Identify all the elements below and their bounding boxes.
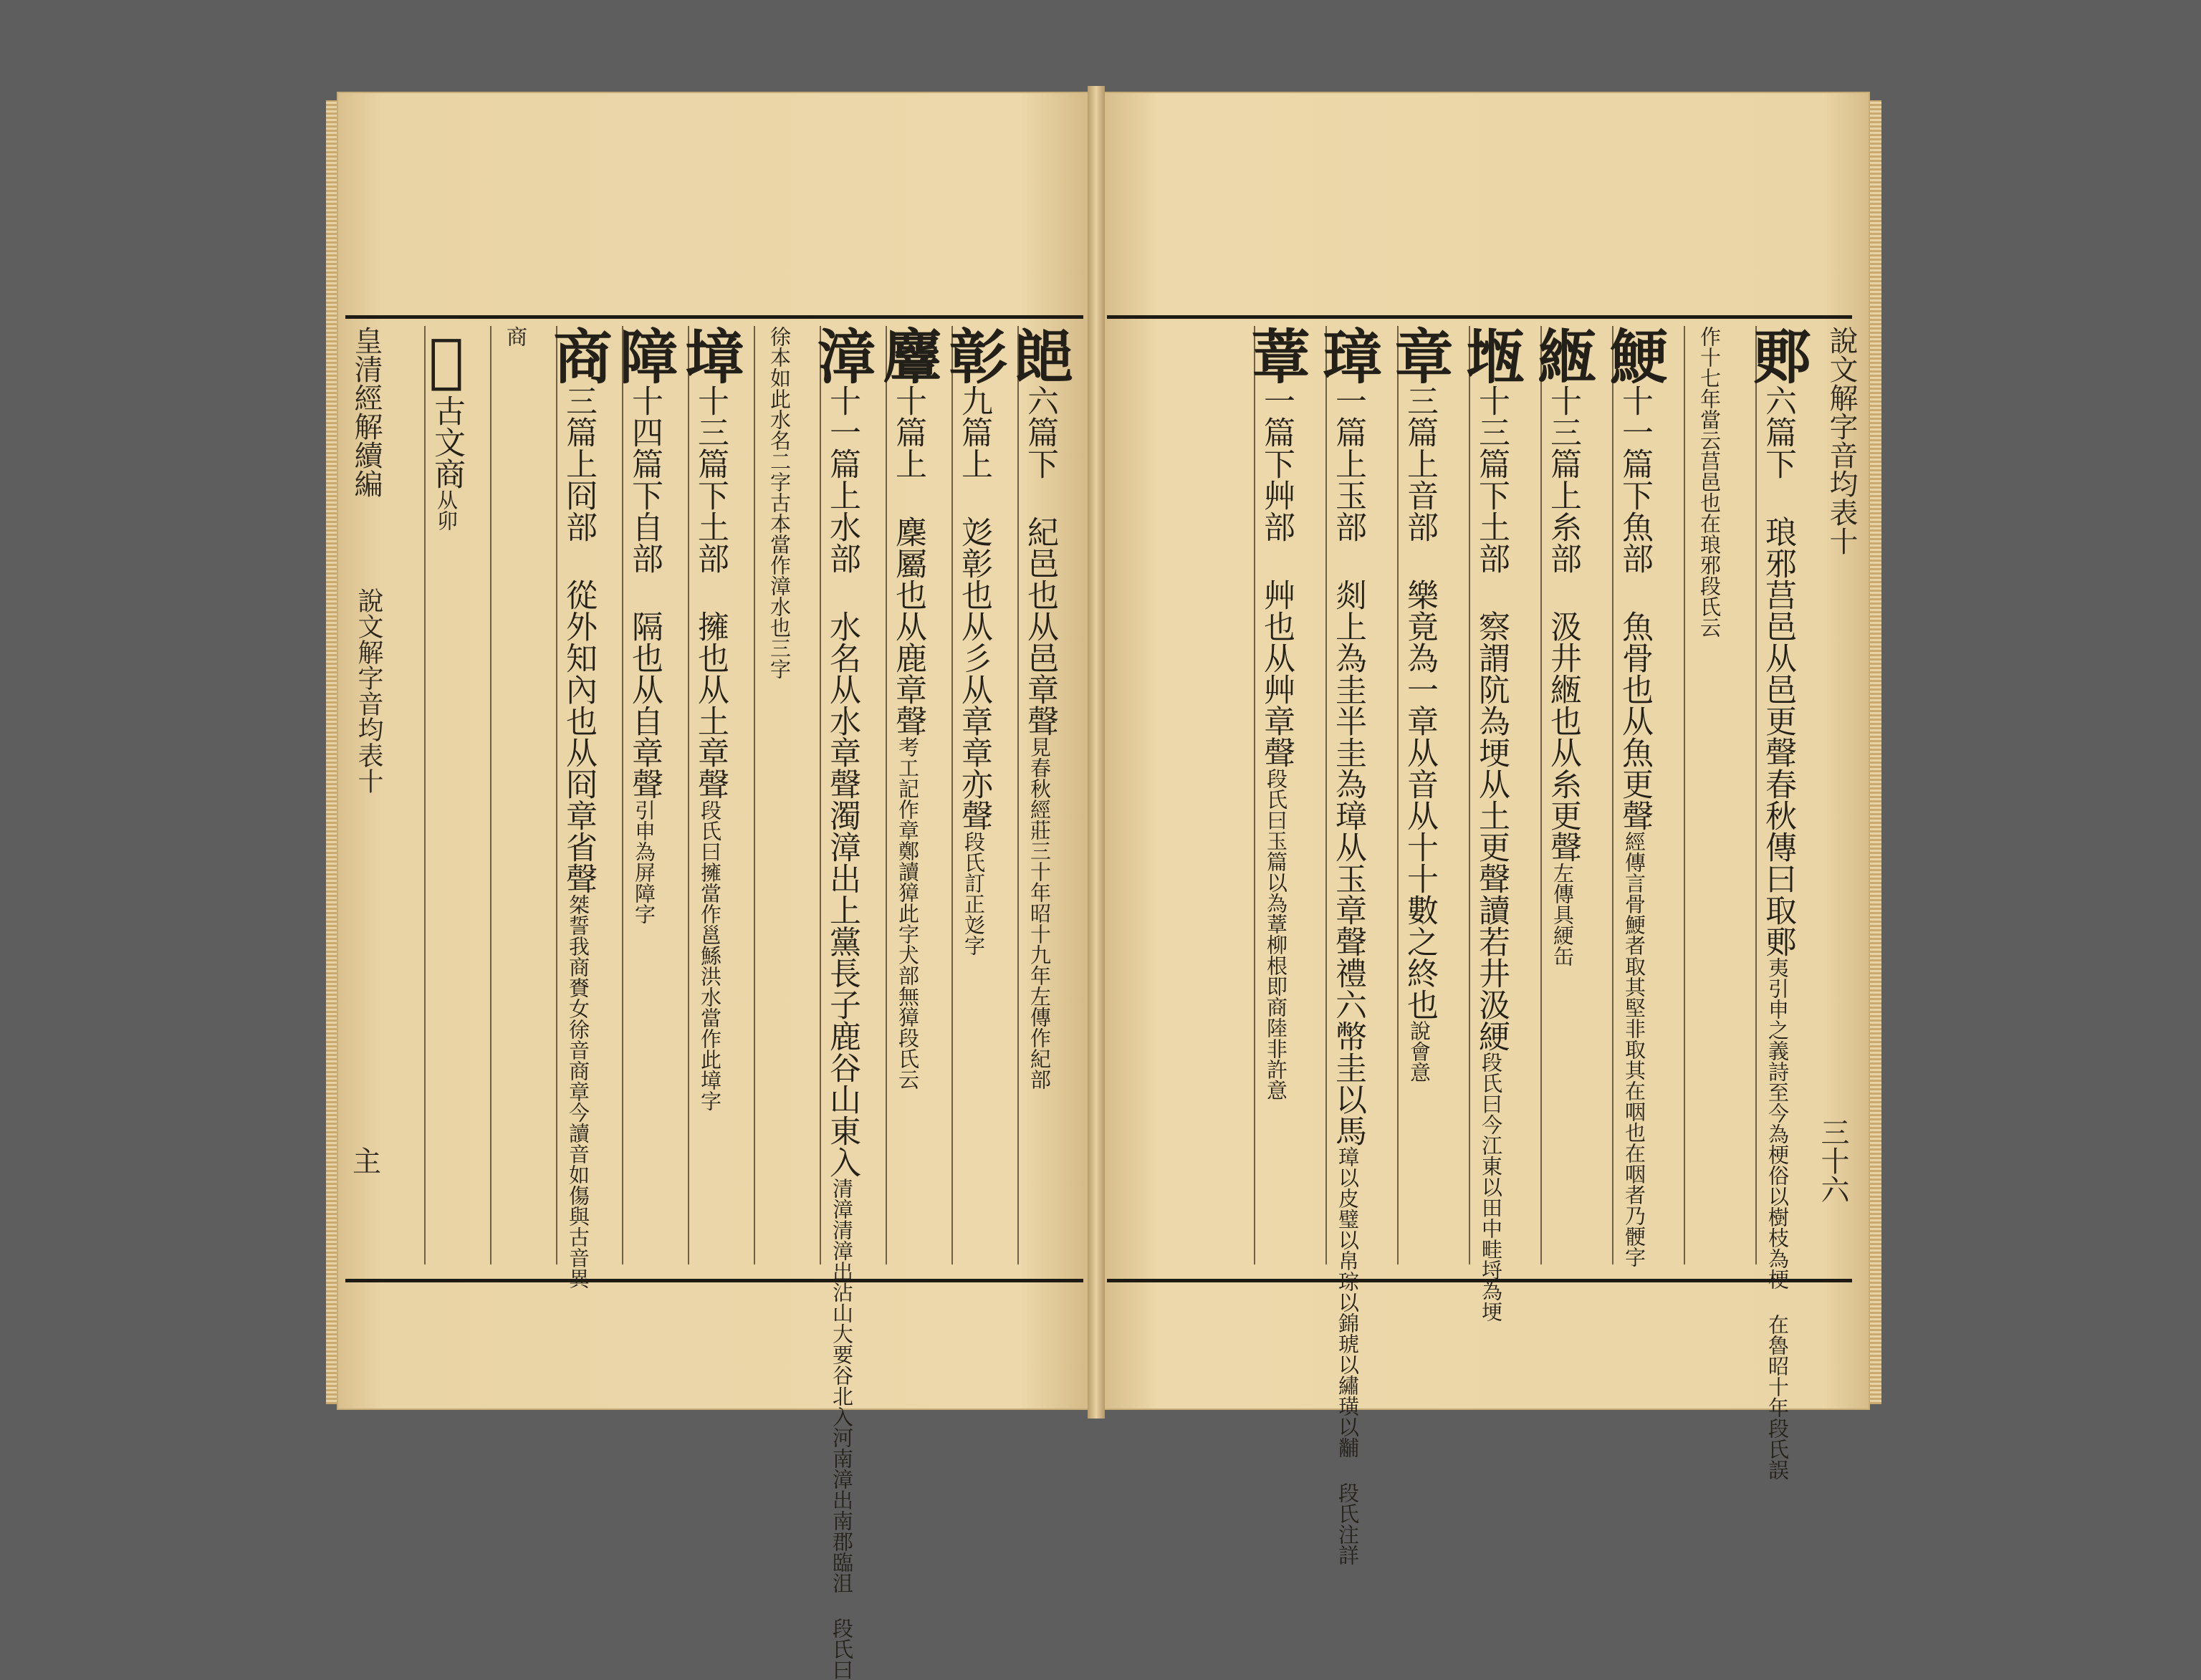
text-column — [1600, 326, 1669, 1267]
headword: 障 — [610, 326, 678, 385]
right-page-edge — [1869, 100, 1881, 1404]
commentary-note: 桀誓我商賚女徐音商章今讀音如傷與古音異 — [566, 894, 590, 1289]
text-column — [1005, 326, 1074, 1264]
headword: 章 — [1385, 326, 1454, 385]
headword: 蔁 — [1242, 326, 1310, 385]
definition-text: 六篇下 紀邑也从邑章聲 — [1022, 385, 1058, 736]
definition-text: 十四篇下自部 隔也从自章聲 — [626, 385, 663, 800]
headword: 商 — [544, 326, 613, 385]
commentary-note: 引申為屏障字 — [632, 800, 656, 924]
left-margin-title: 皇清經解續編 — [350, 326, 383, 498]
commentary-note: 左傳具綆缶 — [1550, 863, 1575, 966]
definition-text: 六篇下 琅邪莒邑从邑更聲春秋傳曰取郠 — [1760, 385, 1796, 957]
headword: 郠 — [1743, 326, 1812, 385]
headword: 鯁 — [1600, 326, 1669, 385]
headword: 堩 — [1457, 326, 1525, 385]
commentary-note: 徐本如此水名二字古本當作漳水也三字 — [767, 326, 792, 679]
right-margin-title: 說文解字音均表十 — [1825, 326, 1858, 555]
text-column — [939, 326, 1008, 1264]
commentary-note: 清漳清漳出沾山大要谷北入河南漳出南郡臨沮 段氏曰 — [830, 1178, 854, 1680]
headword: 麞 — [873, 326, 942, 385]
definition-text: 十一篇上水部 水名从水章聲濁漳出上黨長子鹿谷山東入 — [824, 385, 860, 1178]
commentary-note: 璋以皮璧以帛琮以錦琥以繡璜以黼 段氏注詳 — [1336, 1146, 1360, 1565]
left-page-number: 主 — [353, 1146, 381, 1179]
definition-text: 十一篇下魚部 魚骨也从魚更聲 — [1616, 385, 1653, 831]
text-column — [1242, 326, 1310, 1264]
text-column — [544, 326, 613, 1289]
headword: 墇 — [676, 326, 744, 385]
definition-text: 一篇上玉部 剡上為圭半圭為璋从玉章聲禮六幣圭以馬 — [1330, 385, 1366, 1146]
text-column — [1313, 326, 1382, 1565]
commentary-note: 段氏曰玉篇以為蔁柳根即商陸非許意 — [1264, 768, 1288, 1100]
commentary-note: 段氏曰擁當作邕鯀洪水當作此墇字 — [698, 800, 722, 1111]
commentary-note: 說會意 — [1407, 1020, 1432, 1083]
definition-text: 十三篇下土部 察謂阬為埂从土更聲讀若井汲綆 — [1473, 385, 1510, 1052]
commentary-note: 見春秋經莊三十年昭十九年左傳作紀部 — [1027, 736, 1052, 1090]
commentary-note: 考工記作章鄭讀獐此字犬部無獐段氏云 — [896, 736, 920, 1090]
text-column — [1385, 326, 1454, 1264]
left-section-title: 說文解字音均表十 — [354, 587, 383, 794]
headword: 彰 — [939, 326, 1008, 385]
commentary-note: 作十七年當云莒邑也在琅邪段氏云 — [1697, 326, 1722, 638]
text-column — [1743, 326, 1812, 1480]
headword: 漳 — [807, 326, 876, 385]
definition-text: 古文商 — [428, 395, 465, 489]
definition-text: 十三篇上糸部 汲井緪也从糸更聲 — [1545, 385, 1581, 863]
definition-text: 十篇上 麇屬也从鹿章聲 — [890, 385, 926, 736]
headword: 𠅿 — [412, 326, 481, 395]
headword: 郒 — [1005, 326, 1074, 385]
text-column — [1457, 326, 1525, 1322]
text-column — [1528, 326, 1597, 1264]
text-column — [610, 326, 678, 1264]
commentary-note: 段氏曰今江東以田中畦埒為埂 — [1479, 1052, 1503, 1322]
book-spine — [1088, 86, 1105, 1419]
text-column — [490, 326, 540, 1264]
headword: 璋 — [1313, 326, 1382, 385]
text-column — [754, 326, 804, 1264]
commentary-note: 經傳言骨鯁者取其堅非取其在咽也在咽者乃骾字 — [1622, 831, 1646, 1267]
text-column — [676, 326, 744, 1264]
definition-text: 三篇上音部 樂竟為一章从音从十十數之終也 — [1401, 385, 1438, 1020]
commentary-note: 段氏訂正彣字 — [962, 831, 986, 956]
commentary-note: 商 — [504, 326, 528, 347]
definition-text: 三篇上冏部 從外知內也从冏章省聲 — [560, 385, 597, 894]
text-column — [807, 326, 876, 1680]
text-column — [1684, 326, 1734, 1264]
headword: 緪 — [1528, 326, 1597, 385]
commentary-note: 夷引申之義詩至今為梗俗以樹枝為梗 在魯昭十年段氏誤 — [1765, 957, 1790, 1480]
definition-text: 十三篇下土部 擁也从土章聲 — [692, 385, 729, 800]
definition-text: 一篇下艸部 艸也从艸章聲 — [1258, 385, 1295, 768]
commentary-note: 从卯 — [434, 489, 459, 531]
text-column — [873, 326, 942, 1264]
definition-text: 九篇上 彣彰也从彡从章章亦聲 — [956, 385, 992, 831]
right-page-number: 三十六 — [1816, 1118, 1849, 1204]
text-column — [412, 326, 481, 1264]
